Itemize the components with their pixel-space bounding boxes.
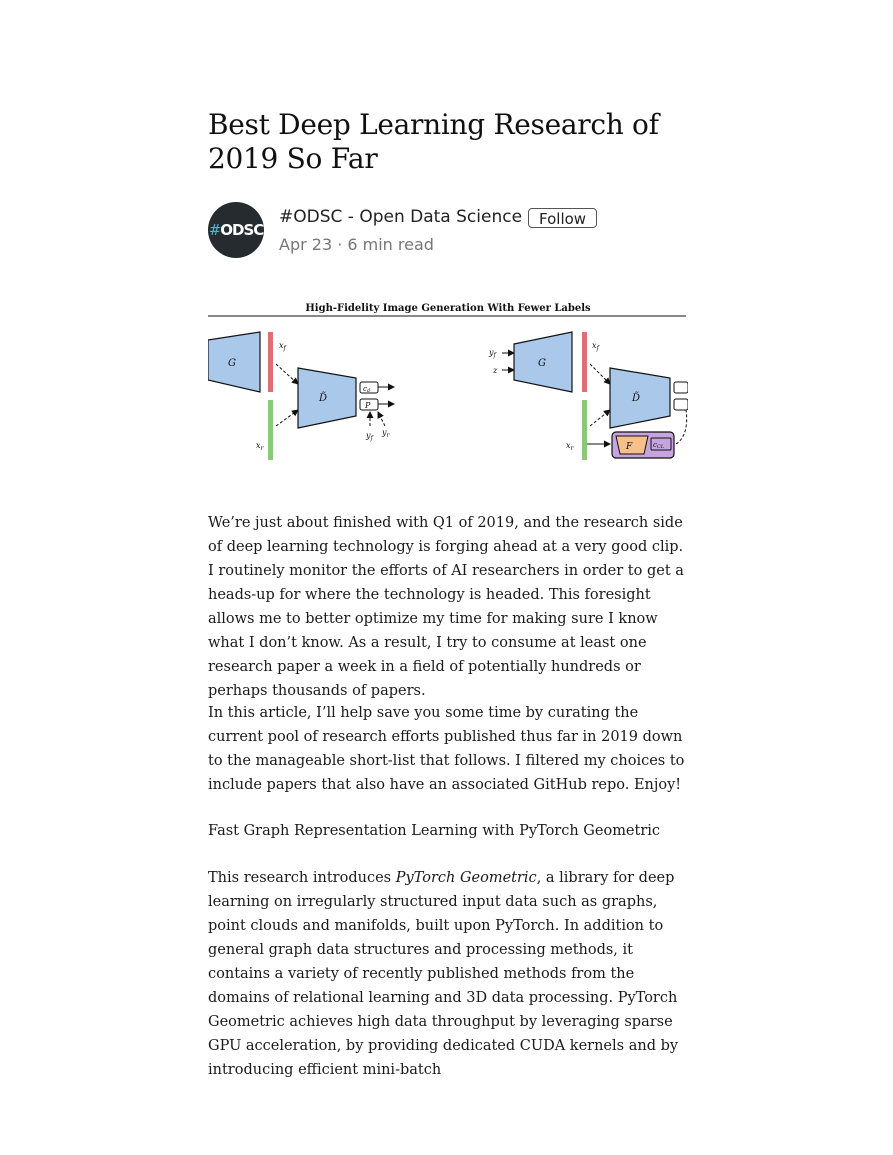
article-title: Best Deep Learning Research of 2019 So Far xyxy=(208,108,659,175)
label-cd-left: cd xyxy=(363,385,371,394)
arrow-xf-right xyxy=(590,364,610,384)
paragraph-pytorch-geometric: This research introduces PyTorch Geometric, a library for deep learning on irregularly structured input data such as graphs, point clouds and manifolds, built upon PyTorch. In addition to general graph data structures and processing methods, it contains a variety of recently published methods from the domains of relational learning and 3D data processing. PyTorch Geometric achieves high data throughput by leveraging sparse GPU acceleration, by providing dedicated CUDA kernels and by introducing efficient mini-batch xyxy=(208,870,679,1078)
label-p-left: P xyxy=(365,401,371,410)
cd-box-right xyxy=(674,382,688,393)
arrow-xr-right xyxy=(590,410,610,426)
follow-button[interactable]: Follow xyxy=(528,208,597,228)
emphasis-pytorch-geometric: PyTorch Geometric xyxy=(395,870,537,886)
author-row xyxy=(208,202,688,260)
figure-diagram xyxy=(208,298,688,466)
label-d-left: D̃ xyxy=(319,393,328,404)
label-xr-left: $x_r$ xyxy=(256,441,264,452)
label-yf-right: $y_f$ xyxy=(489,348,496,359)
post-meta: Apr 23 · 6 min read xyxy=(279,235,434,254)
avatar[interactable] xyxy=(208,202,264,258)
label-xr-right: $x_r$ xyxy=(566,441,574,452)
label-g-right: G xyxy=(538,358,546,369)
author-name[interactable]: #ODSC - Open Data Science xyxy=(279,207,523,227)
paragraph-intro: We’re just about finished with Q1 of 2019, and the research side of deep learning technology is forging ahead at a very good clip. I routinely monitor the efforts of AI researchers in order to get a heads-up for where the technology is headed. This foresight allows me to better optimize my time for making sure I know what I don’t know. As a result, I try to consume at least one research paper a week in a field of potentially hundreds or perhaps thousands of papers. xyxy=(208,515,684,699)
hero-figure xyxy=(208,298,688,466)
real-bar-right xyxy=(582,400,587,460)
label-yf-left: $y_f$ xyxy=(366,431,373,442)
figure-title: High-Fidelity Image Generation With Fewer Labels xyxy=(305,303,591,314)
arrow-xf-left xyxy=(276,364,298,384)
label-ccl-right: cCL xyxy=(653,441,665,450)
label-xf-right: $x_f$ xyxy=(592,341,599,352)
arrow-xr-left xyxy=(276,410,298,426)
section-heading-pytorch-geometric: Fast Graph Representation Learning with PyTorch Geometric xyxy=(208,823,661,839)
label-f-right: F xyxy=(626,442,633,452)
label-xf-left: $x_f$ xyxy=(279,341,286,352)
arrow-yr-left xyxy=(378,412,385,426)
odsc-logo-icon: #ODSC xyxy=(208,221,264,239)
p-box-right xyxy=(674,399,688,410)
real-bar-left xyxy=(268,400,273,460)
paragraph-curation: In this article, I’ll help save you some time by curating the current pool of research efforts published thus far in 2019 down to the manageable short-list that follows. I filtered my choices to include papers that also have an associated GitHub repo. Enjoy! xyxy=(208,705,685,793)
fake-bar-right xyxy=(582,332,587,392)
label-d-right: D̃ xyxy=(632,393,641,404)
label-z-right: z xyxy=(493,366,498,375)
label-g-left: G xyxy=(228,358,236,369)
arrow-ccl-to-p-right xyxy=(676,410,687,444)
label-yr-left: $y_r$ xyxy=(382,428,390,439)
fake-bar-left xyxy=(268,332,273,392)
